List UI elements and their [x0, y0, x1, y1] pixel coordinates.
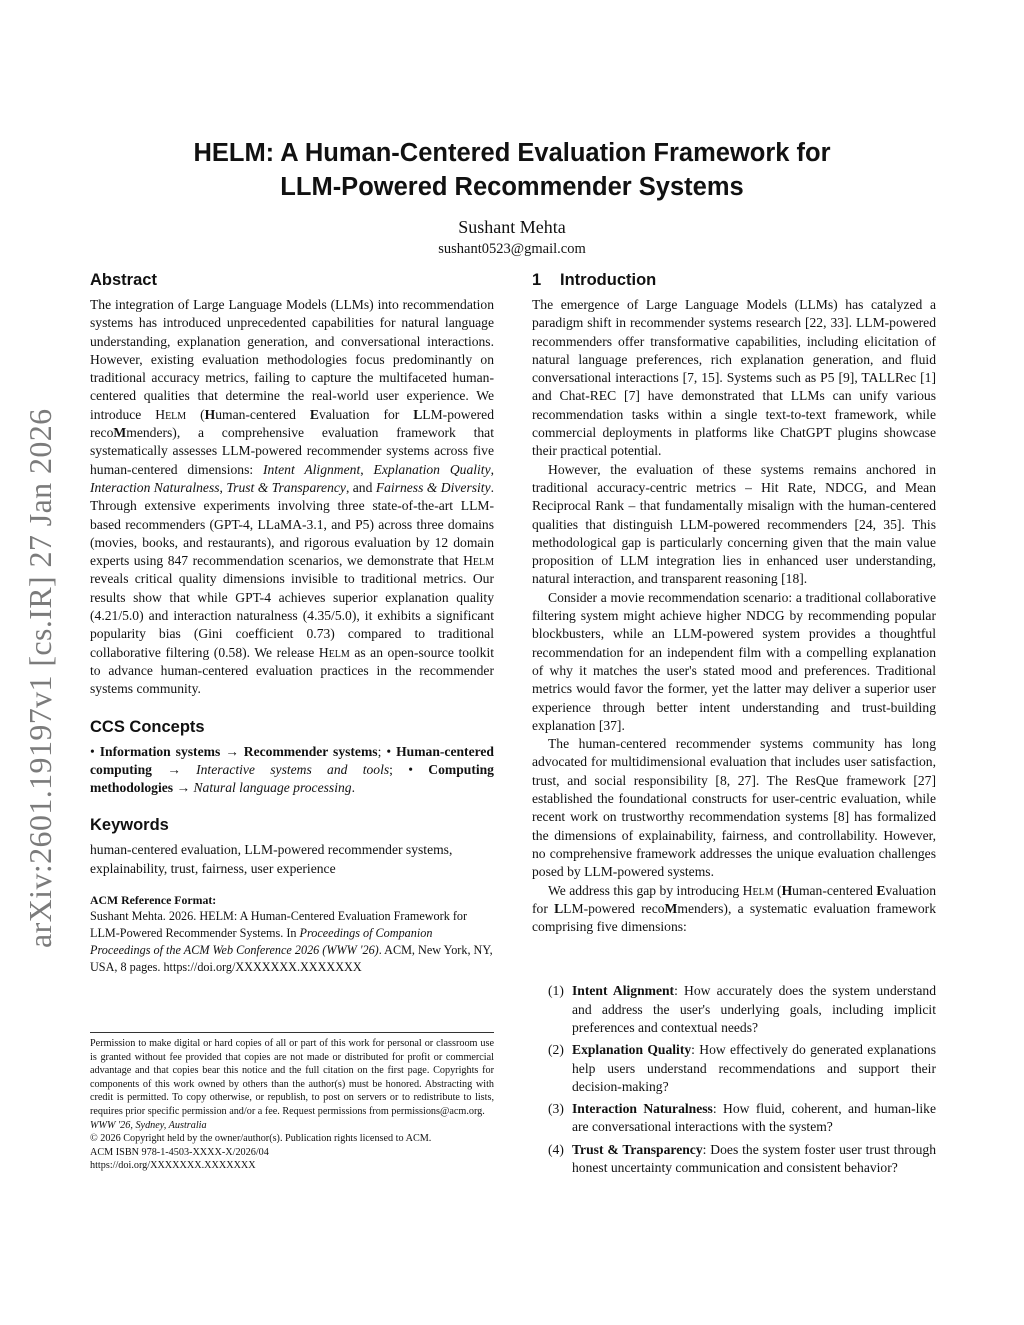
title-line-2: LLM-Powered Recommender Systems: [280, 173, 744, 201]
permission-copyright: © 2026 Copyright held by the owner/author(s). Publication rights licensed to ACM.: [90, 1133, 432, 1145]
ccs-text: • Information systems → Recommender systems; • Human-centered computing → Interactive systems and tools; • Computing methodologies → Natural language processing.: [90, 743, 494, 796]
intro-paragraph-2: However, the evaluation of these systems remains anchored in traditional accuracy-centric metrics – Hit Rate, NDCG, and Mean Reciprocal Rank – that fundamentally misalign with the human-centered qualities that distinguish LLM-powered recommenders [24, 35]. This methodological gap is particularly concerning given that the main value proposition of LLM integration lies in enhanced user understanding, natural interaction, and transparent reasoning [18].: [532, 461, 936, 587]
left-column: [90, 270, 494, 976]
author-name: Sushant Mehta: [458, 217, 566, 237]
ccs-heading: CCS Concepts: [90, 717, 205, 736]
abstract-text: The integration of Large Language Models (LLMs) into recommendation systems has introduced unprecedented capabilities for natural language understanding, explanation generation, and conversational interactions. However, existing evaluation methodologies focus predominantly on traditional accuracy metrics, failing to capture the multifaceted human-centered qualities that determine the real-world user experience. We introduce Helm (Human-centered Evaluation for LLM-powered recoMmenders), a comprehensive evaluation framework that systematically assesses LLM-powered recommender systems across five human-centered dimensions: Intent Alignment, Explanation Quality, Interaction Naturalness, Trust & Transparency, and Fairness & Diversity. Through extensive experiments involving three state-of-the-art LLM-based recommenders (GPT-4, LLaMA-3.1, and P5) across three domains (movies, books, and restaurants), and rigorous evaluation by 12 domain experts using 847 recommendation scenarios, we demonstrate that Helm reveals critical quality dimensions invisible to traditional metrics. Our results show that while GPT-4 achieves superior explanation quality (4.21/5.0) and interaction naturalness (4.35/5.0), it exhibits a significant popularity bias (Gini coefficient 0.73) compared to traditional collaborative filtering (0.58). We release Helm as an open-source toolkit to advance human-centered evaluation practices in the recommender systems community.: [90, 297, 495, 697]
intro-paragraph-1: The emergence of Large Language Models (LLMs) has catalyzed a paradigm shift in recommender systems research [22, 33]. LLM-powered recommenders offer transformative capabilities, including elicitation of natural language preferences, rich explanation generation, and fluid conversational interactions [7, 15]. Systems such as P5 [9], TALLRec [1] and Chat-REC [7] have demonstrated that LLMs can unify various recommendation tasks within a single text-to-text framework, while commercial deployments in platforms like ChatGPT plugins showcase their practical potential.: [532, 297, 936, 459]
dimensions-list: [532, 982, 936, 1177]
title-line-1: HELM: A Human-Centered Evaluation Framework for: [193, 139, 831, 167]
acm-reference-heading: ACM Reference Format:: [90, 893, 217, 908]
right-column: [532, 270, 936, 1181]
permission-doi: https://doi.org/XXXXXXX.XXXXXXX: [90, 1160, 256, 1172]
intro-paragraph-4: The human-centered recommender systems community has long advocated for multidimensional evaluation that includes user satisfaction, trust, and social responsibility [8, 27]. The ResQue framework [27] established the foundational constructs for user-centric evaluation, while recent work on trustworthy recommendation systems [8] has formalized the dimensions of explainability, fairness, and controllability. However, no comprehensive framework addresses the unique evaluation challenges posed by LLM-powered systems.: [532, 736, 936, 880]
acm-reference-text: Sushant Mehta. 2026. HELM: A Human-Centered Evaluation Framework for LLM-Powered Recommender Systems. In Proceedings of Companion Proceedings of the ACM Web Conference 2026 (WWW '26). ACM, New York, NY, USA, 8 pages. https://doi.org/XXXXXXX.XXXXXXX: [90, 909, 493, 975]
author-email: sushant0523@gmail.com: [438, 241, 586, 257]
list-item: (2) Explanation Quality: How effectively do generated explanations help users understand recommendations and support their decision-making?: [548, 1042, 936, 1094]
permission-footnote: [90, 1032, 494, 1173]
intro-paragraph-5: We address this gap by introducing Helm (Human-centered Evaluation for LLM-powered recoMmenders), a systematic evaluation framework comprising five dimensions:: [532, 882, 936, 935]
permission-venue: WWW '26, Sydney, Australia: [90, 1119, 207, 1131]
list-item: (1) Intent Alignment: How accurately does the system understand and address the user's underlying goals, including implicit preferences and contextual needs?: [548, 983, 936, 1035]
list-item: (3) Interaction Naturalness: How fluid, coherent, and human-like are conversational interactions with the system?: [548, 1101, 936, 1135]
permission-text: Permission to make digital or hard copies of all or part of this work for personal or classroom use is granted without fee provided that copies are not made or distributed for profit or commercial advantage and that copies bear this notice and the full citation on the first page. Copyrights for components of this work owned by others than the author(s) must be honored. Abstracting with credit is permitted. To copy otherwise, or republish, to post on servers or to redistribute to lists, requires prior specific permission and/or a fee. Request permissions from permissions@acm.org.: [90, 1038, 494, 1117]
permission-isbn: ACM ISBN 978-1-4503-XXXX-X/2026/04: [90, 1146, 269, 1158]
keywords-text: human-centered evaluation, LLM-powered recommender systems, explainability, trust, fairness, user experience: [90, 842, 453, 876]
keywords-heading: Keywords: [90, 816, 169, 835]
intro-heading: 1 Introduction: [532, 271, 657, 289]
paper-title: [90, 136, 934, 204]
abstract-heading: Abstract: [90, 271, 157, 289]
intro-paragraph-3: Consider a movie recommendation scenario: a traditional collaborative filtering system might achieve higher NDCG by recommending popular blockbusters, while an LLM-powered system provides a thoughtful recommendation for an independent film with a compelling explanation of why it matches the user's stated mood and preferences. Traditional metrics would favor the former, yet the latter may deliver a superior user experience through better intent understanding and trust-building explanation [37].: [532, 589, 936, 733]
arxiv-watermark: arXiv:2601.19197v1 [cs.IR] 27 Jan 2026: [22, 408, 58, 948]
list-item: (4) Trust & Transparency: Does the system foster user trust through honest uncertainty communication and consistent behavior?: [548, 1141, 936, 1176]
